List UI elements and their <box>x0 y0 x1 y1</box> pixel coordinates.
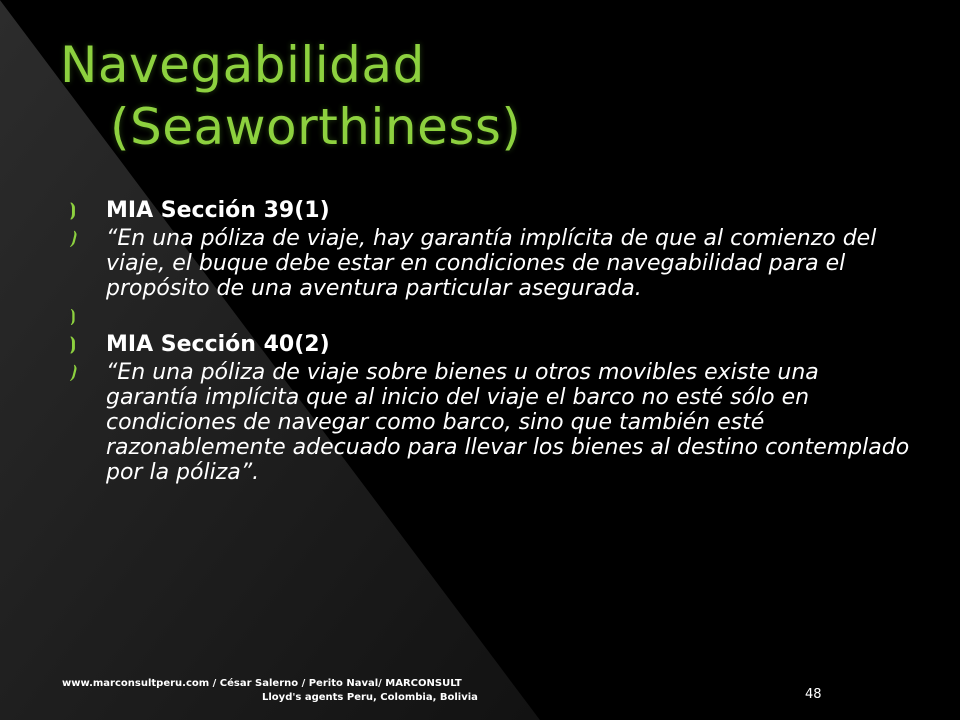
title-line-1: Navegabilidad <box>60 36 425 94</box>
bullet-item-mia-39 <box>70 198 910 223</box>
slide-footer <box>62 677 478 705</box>
bullet-item-mia-40 <box>70 332 910 357</box>
page-number: 48 <box>805 687 822 702</box>
bullet-icon: ⦘ <box>70 334 76 354</box>
bullet-text: MIA Sección 39(1) <box>106 198 330 223</box>
slide-title <box>60 34 521 158</box>
title-line-2: (Seaworthiness) <box>110 98 522 156</box>
bullet-icon: ⦘ <box>70 362 76 382</box>
footer-line-2: Lloyd's agents Peru, Colombia, Bolivia <box>262 692 478 703</box>
bullet-text: MIA Sección 40(2) <box>106 332 330 357</box>
bullet-icon: ⦘ <box>70 306 76 326</box>
footer-line-1: www.marconsultperu.com / César Salerno / Perito Naval/ MARCONSULT <box>62 678 462 689</box>
bullet-text: “En una póliza de viaje, hay garantía implícita de que al comienzo del viaje, el buque debe estar en condiciones de navegabilidad para el propósito de una aventura particular asegurada. <box>106 226 877 301</box>
bullet-item-empty <box>70 304 910 329</box>
bullet-list <box>70 198 910 488</box>
bullet-icon: ⦘ <box>70 228 76 248</box>
bullet-icon: ⦘ <box>70 200 76 220</box>
bullet-item-quote-39 <box>70 226 910 301</box>
bullet-text: “En una póliza de viaje sobre bienes u otros movibles existe una garantía implícita que al inicio del viaje el barco no esté sólo en condiciones de navegar como barco, sino que también esté razonablemente adecuado para llevar los bienes al destino contemplado por la póliza”. <box>106 360 910 485</box>
bullet-item-quote-40 <box>70 360 910 485</box>
